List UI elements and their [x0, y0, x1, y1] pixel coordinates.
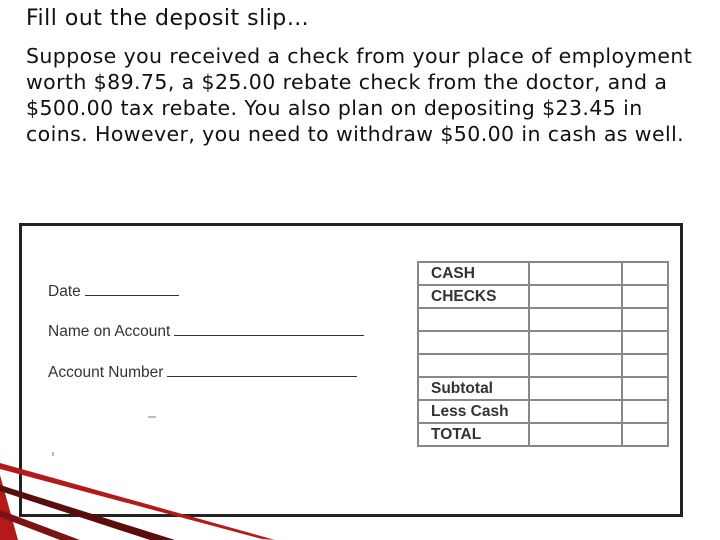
cents-cell[interactable]: [622, 354, 668, 377]
cents-cell[interactable]: [622, 285, 668, 308]
slide-title: Fill out the deposit slip…: [26, 6, 310, 31]
date-line[interactable]: [85, 294, 179, 296]
dollars-cell[interactable]: [529, 262, 622, 285]
slide-corner-decoration: [0, 455, 300, 540]
row-label-cash: CASH: [418, 262, 529, 285]
check-entry-cell[interactable]: [418, 354, 529, 377]
cents-cell[interactable]: [622, 377, 668, 400]
check-entry-cell[interactable]: [418, 331, 529, 354]
dollars-cell[interactable]: [529, 377, 622, 400]
account-number-field: [48, 364, 357, 382]
row-label-checks: CHECKS: [418, 285, 529, 308]
cents-cell[interactable]: [622, 400, 668, 423]
date-field: [48, 283, 179, 301]
row-label-subtotal: Subtotal: [418, 377, 529, 400]
dollars-cell[interactable]: [529, 423, 622, 446]
row-label-total: TOTAL: [418, 423, 529, 446]
dollars-cell[interactable]: [529, 331, 622, 354]
cents-cell[interactable]: [622, 308, 668, 331]
table-row: [418, 377, 668, 400]
row-label-less-cash: Less Cash: [418, 400, 529, 423]
dollars-cell[interactable]: [529, 354, 622, 377]
table-row: [418, 262, 668, 285]
cents-cell[interactable]: [622, 331, 668, 354]
name-on-account-label: Name on Account: [48, 323, 171, 340]
table-row: [418, 285, 668, 308]
check-entry-cell[interactable]: [418, 308, 529, 331]
dollars-cell[interactable]: [529, 400, 622, 423]
table-row: [418, 354, 668, 377]
name-on-account-field: [48, 323, 364, 341]
table-row: [418, 423, 668, 446]
account-number-label: Account Number: [48, 364, 164, 381]
cents-cell[interactable]: [622, 423, 668, 446]
deposit-amounts-table: [417, 261, 669, 447]
table-row: [418, 331, 668, 354]
dollars-cell[interactable]: [529, 308, 622, 331]
account-number-line[interactable]: [167, 375, 357, 377]
problem-text: Suppose you received a check from your place of employment worth $89.75, a $25.00 rebate check from the doctor, and a $500.00 tax rebate. You also plan on depositing $23.45 in coins. However, you need to withdraw $50.00 in cash as well.: [26, 44, 693, 146]
name-on-account-line[interactable]: [174, 334, 364, 336]
dollars-cell[interactable]: [529, 285, 622, 308]
date-label: Date: [48, 283, 81, 300]
scan-mark: [148, 416, 156, 418]
table-row: [418, 308, 668, 331]
table-row: [418, 400, 668, 423]
dark-swoosh: [0, 485, 175, 540]
cents-cell[interactable]: [622, 262, 668, 285]
